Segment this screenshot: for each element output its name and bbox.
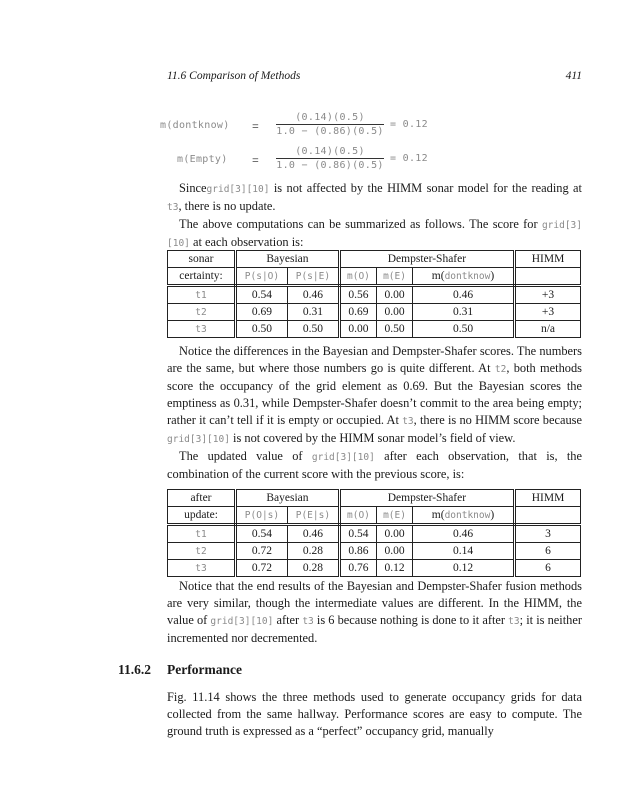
equation-dontknow [160,112,580,142]
paragraph: Sincegrid[3][10] is not affected by the HIMM sonar model for the reading at t3, there is no update. [167,181,582,213]
equals-sign: = [252,153,259,167]
chapter-title: 11.6 Comparison of Methods [167,70,301,82]
table-row: t2 0.69 0.31 0.69 0.00 0.31 +3 [168,304,581,321]
section-heading [118,662,242,678]
equation-lhs: m(dontknow) [160,120,230,131]
fraction [276,146,384,171]
text-block-3 [167,578,582,647]
equation-result: = 0.12 [390,119,428,130]
paragraph: Notice the differences in the Bayesian and Dempster-Shafer scores. The numbers are the same, but where those numbers go is quite different. At t2, both methods score the occupancy of the grid element as 0.69. But the Bayesian scores the emptiness as 0.31, while Dempster-Shafer doesn’t commit to the area being empty; rather it can’t tell if it is empty or occupied. At t3, there is no HIMM score because grid[3][10] is not covered by the HIMM sonar model’s field of view. [167,344,582,445]
text-block-4 [167,689,582,740]
table-row: t1 0.54 0.46 0.56 0.00 0.46 +3 [168,286,581,304]
table-row: t3 0.50 0.50 0.00 0.50 0.50 n/a [168,321,581,338]
table-row: t3 0.72 0.28 0.76 0.12 0.12 6 [168,560,581,577]
after-update-table [167,489,581,577]
text-block-1 [167,180,582,252]
table-header-row: after Bayesian Dempster-Shafer HIMM [168,490,581,507]
numerator: (0.14)(0.5) [276,112,384,125]
table-header-row: sonar Bayesian Dempster-Shafer HIMM [168,251,581,268]
table-subheader-row: certainty: P(s|O) P(s|E) m(O) m(E) m(dontknow) [168,268,581,286]
running-header [167,70,582,82]
numerator: (0.14)(0.5) [276,146,384,159]
table-row: t1 0.54 0.46 0.54 0.00 0.46 3 [168,525,581,543]
paragraph: Fig. 11.14 shows the three methods used to generate occupancy grids for data collected from the same hallway. Performance scores are easy to compute. The ground truth is expressed as a “perfect” occupancy grid, manually [167,690,582,738]
table-subheader-row: update: P(O|s) P(E|s) m(O) m(E) m(dontknow) [168,507,581,525]
equation-empty [160,146,580,176]
paragraph: The updated value of grid[3][10] after each observation, that is, the combination of the current score with the previous score, is: [167,449,583,481]
equation-lhs: m(Empty) [177,154,228,165]
denominator: 1.0 − (0.86)(0.5) [276,126,384,137]
text-block-2 [167,343,582,483]
denominator: 1.0 − (0.86)(0.5) [276,160,384,171]
table-row: t2 0.72 0.28 0.86 0.00 0.14 6 [168,543,581,560]
equation-result: = 0.12 [390,153,428,164]
sonar-certainty-table [167,250,581,338]
section-number: 11.6.2 [118,662,152,677]
page-number: 411 [565,70,582,82]
fraction [276,112,384,137]
paragraph: The above computations can be summarized as follows. The score for grid[3][10] at each observation is: [167,217,582,249]
equals-sign: = [252,119,259,133]
paragraph: Notice that the end results of the Bayesian and Dempster-Shafer fusion methods are very similar, though the intermediate values are different. In the HIMM, the value of grid[3][10] after t3 is 6 because nothing is done to it after t3; it is neither incremented nor decremented. [167,579,583,645]
section-title: Performance [167,662,242,677]
